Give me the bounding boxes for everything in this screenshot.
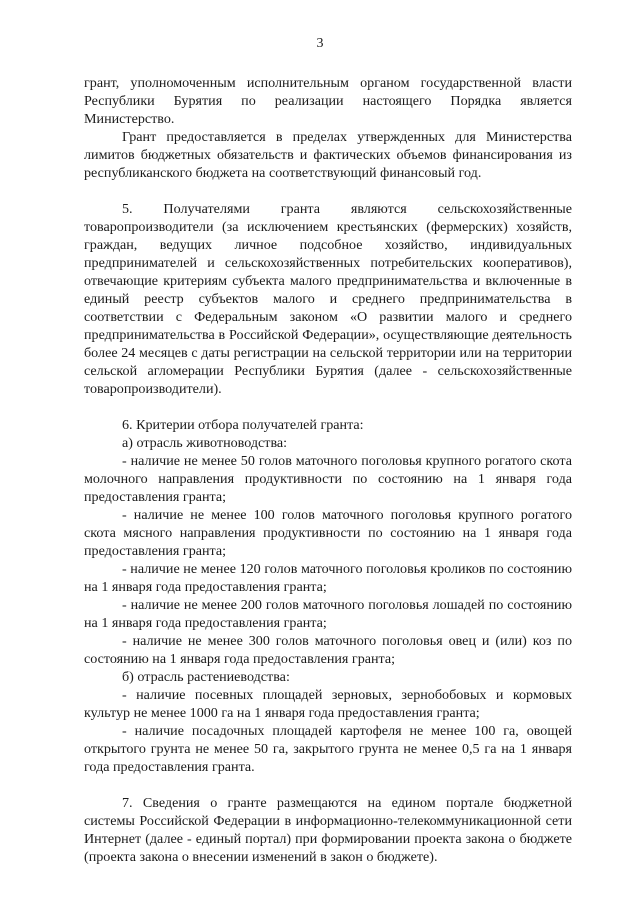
paragraph-livestock: а) отрасль животноводства: <box>122 435 288 451</box>
page-number: 3 <box>316 36 324 51</box>
document-body <box>84 74 572 866</box>
list-item-rabbits: - наличие не менее 120 голов маточного поголовья кроликов по состоянию на 1 января года предоставления гранта; <box>84 561 572 595</box>
paragraph-5-recipients: 5. Получателями гранта являются сельскохозяйственные товаропроизводители (за исключением крестьянских (фермерских) хозяйств, граждан, ведущих личное подсобное хозяйство, индивидуальных предпринимателей и сельскохозяйственных потребительских кооперативов), отвечающие критериям субъекта малого предпринимательства и включенные в единый реестр субъектов малого и среднего предпринимательства в соответствии с Федеральным законом «О развитии малого и среднего предпринимательства в Российской Федерации», осуществляющие деятельность более 24 месяцев с даты регистрации на сельской территории или на территории сельской агломерации Республики Бурятия (далее - сельскохозяйственные товаропроизводители). <box>84 201 572 397</box>
paragraph-6-criteria: 6. Критерии отбора получателей гранта: <box>122 417 364 433</box>
paragraph-grant-limits: Грант предоставляется в пределах утвержденных для Министерства лимитов бюджетных обязательств и фактических объемов финансирования из республиканского бюджета на соответствующий финансовый год. <box>84 129 572 181</box>
list-item-dairy-cattle: - наличие не менее 50 голов маточного поголовья крупного рогатого скота молочного направления продуктивности по состоянию на 1 января года предоставления гранта; <box>84 453 572 505</box>
list-item-sheep-goats: - наличие не менее 300 голов маточного поголовья овец и (или) коз по состоянию на 1 января года предоставления гранта; <box>84 633 572 667</box>
list-item-grain-crops: - наличие посевных площадей зерновых, зернобобовых и кормовых культур не менее 1000 га на 1 января года предоставления гранта; <box>84 687 572 721</box>
list-item-horses: - наличие не менее 200 голов маточного поголовья лошадей по состоянию на 1 января года предоставления гранта; <box>84 597 572 631</box>
list-item-beef-cattle: - наличие не менее 100 голов маточного поголовья крупного рогатого скота мясного направления продуктивности по состоянию на 1 января года предоставления гранта; <box>84 507 572 559</box>
list-item-potatoes-vegetables: - наличие посадочных площадей картофеля не менее 100 га, овощей открытого грунта не менее 50 га, закрытого грунта не менее 0,5 га на 1 января года предоставления гранта. <box>84 723 572 775</box>
paragraph-7-portal: 7. Сведения о гранте размещаются на едином портале бюджетной системы Российской Федерации в информационно-телекоммуникационной сети Интернет (далее - единый портал) при формировании проекта закона о бюджете (проекта закона о внесении изменений в закон о бюджете). <box>84 795 572 865</box>
paragraph-ministry: грант, уполномоченным исполнительным органом государственной власти Республики Бурятия по реализации настоящего Порядка является Министерство. <box>84 75 572 127</box>
paragraph-crop-production: б) отрасль растениеводства: <box>122 669 290 685</box>
